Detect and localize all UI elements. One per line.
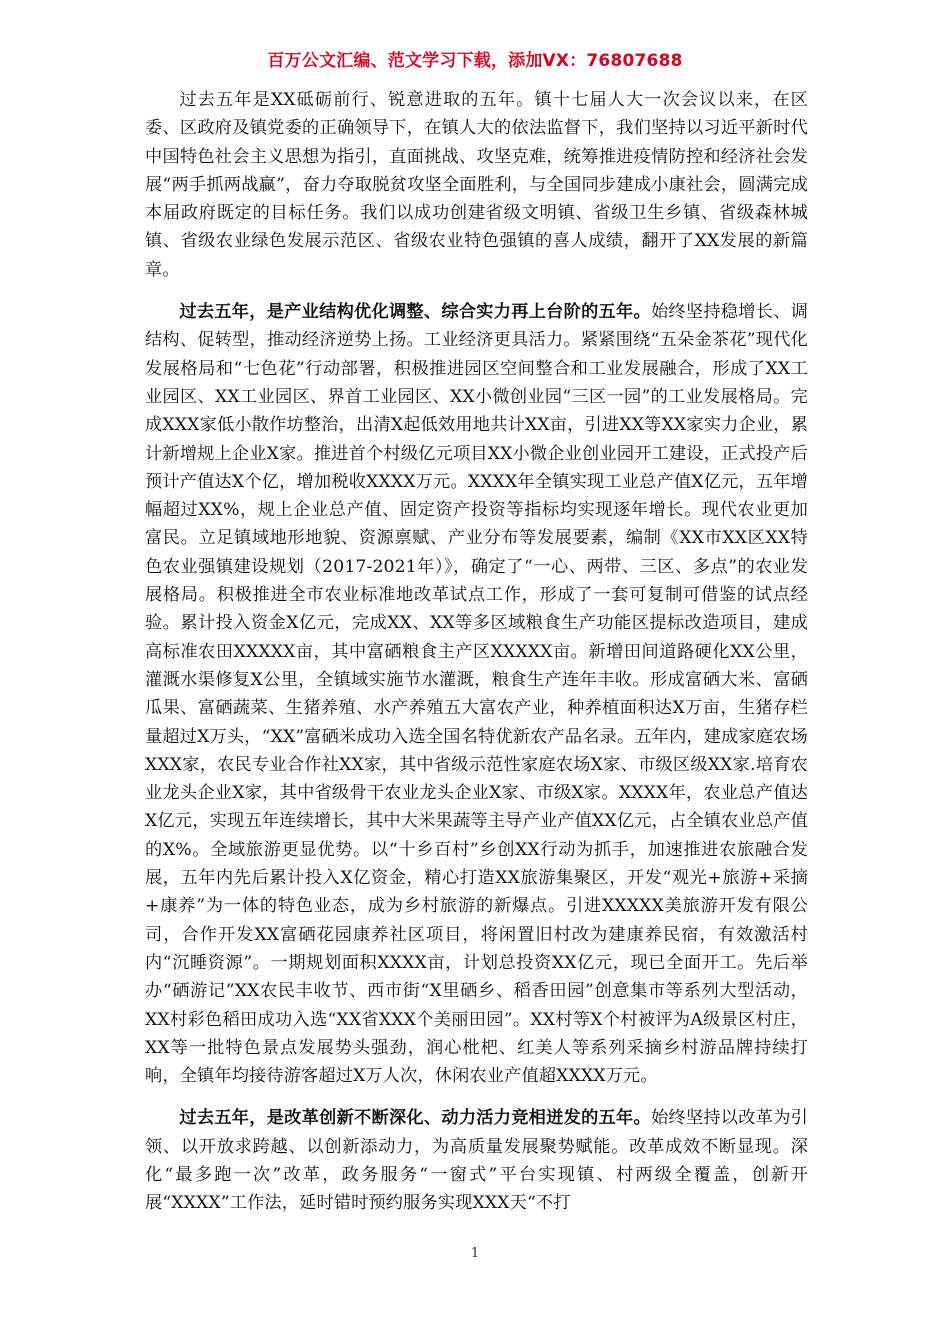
page-header-watermark: 百万公文汇编、范文学习下载，添加VX：76807688: [267, 51, 683, 71]
paragraph-3-lead: 过去五年，是改革创新不断深化、动力活力竞相迸发的五年。: [179, 1108, 651, 1129]
paragraph-3-text: 始终坚持以改革为引领、以开放求跨越、以创新添动力，为高质量发展聚势赋能。改革成效不断显现。深化“最多跑一次”改革，政务服务“一窗式”平台实现镇、村两级全覆盖，创新开展“XXXX”工作法，延时错时预约服务实现XXX天“不打: [145, 1108, 808, 1214]
paragraph-3: [145, 1104, 808, 1217]
paragraph-2: [145, 298, 808, 1090]
paragraph-1: [145, 86, 808, 284]
paragraph-2-lead: 过去五年，是产业结构优化调整、综合实力再上台阶的五年。: [179, 302, 651, 323]
paragraph-2-text: 始终坚持稳增长、调结构、促转型，推动经济逆势上扬。工业经济更具活力。紧紧围绕“五朵金茶花”现代化发展格局和“七色花”行动部署，积极推进园区空间整合和工业发展融合，形成了XX工业园区、XX工业园区、界首工业园区、XX小微创业园“三区一园”的工业发展格局。完成XXX家低小散作坊整治，出清X起低效用地共计XX亩，引进XX等XX家实力企业，累计新增规上企业X家。推进首个村级亿元项目XX小微企业创业园开工建设，正式投产后预计产值达X个亿，增加税收XXXX万元。XXXX年全镇实现工业总产值X亿元，五年增幅超过XX%，规上企业总产值、固定资产投资等指标均实现逐年增长。现代农业更加富民。立足镇域地形地貌、资源禀赋、产业分布等发展要素，编制《XX市XX区XX特色农业强镇建设规划（2017-2021年）》，确定了“一心、两带、三区、多点”的农业发展格局。积极推进全市农业标准地改革试点工作，形成了一套可复制可借鉴的试点经验。累计投入资金X亿元，完成XX、XX等多区域粮食生产功能区提标改造项目，建成高标准农田XXXXX亩，其中富硒粮食主产区XXXXX亩。新增田间道路硬化XX公里，灌溉水渠修复X公里，全镇域实施节水灌溉，粮食生产连年丰收。形成富硒大米、富硒瓜果、富硒蔬菜、生猪养殖、水产养殖五大富农产业，种养植面积达X万亩，生猪存栏量超过X万头，“XX”富硒米成功入选全国名特优新农产品名录。五年内，建成家庭农场XXX家，农民专业合作社XX家，其中省级示范性家庭农场X家、市级区级XX家.培育农业龙头企业X家，其中省级骨干农业龙头企业X家、市级X家。XXXX年，农业总产值达X亿元，实现五年连续增长，其中大米果蔬等主导产业产值XX亿元，占全镇农业总产值的X%。全域旅游更显优势。以“十乡百村”乡创XX行动为抓手，加速推进农旅融合发展，五年内先后累计投入X亿资金，精心打造XX旅游集聚区，开发“观光+旅游+采摘+康养”为一体的特色业态，成为乡村旅游的新爆点。引进XXXXX美旅游开发有限公司，合作开发XX富硒花园康养社区项目，将闲置旧村改为建康养民宿，有效激活村内“沉睡资源”。一期规划面积XXXX亩，计划总投资XX亿元，现已全面开工。先后举办“硒游记”XX农民丰收节、西市街“X里硒乡、稻香田园”创意集市等系列大型活动，XX村彩色稻田成功入选“XX省XXX个美丽田园”。XX村等X个村被评为A级景区村庄，XX等一批特色景点发展势头强劲，润心枇杷、红美人等系列采摘乡村游品牌持续打响，全镇年均接待游客超过X万人次，休闲农业产值超XXXX万元。: [145, 302, 808, 1087]
paragraph-1-text: 过去五年是XX砥砺前行、锐意进取的五年。镇十七届人大一次会议以来，在区委、区政府及镇党委的正确领导下，在镇人大的依法监督下，我们坚持以习近平新时代中国特色社会主义思想为指引，直面挑战、攻坚克难，统筹推进疫情防控和经济社会发展“两手抓两战赢”，奋力夺取脱贫攻坚全面胜利，与全国同步建成小康社会，圆满完成本届政府既定的目标任务。我们以成功创建省级文明镇、省级卫生乡镇、省级森林城镇、省级农业绿色发展示范区、省级农业特色强镇的喜人成绩，翻开了XX发展的新篇章。: [145, 90, 808, 280]
document-body: [145, 86, 808, 1232]
page-number: 1: [470, 1246, 480, 1261]
